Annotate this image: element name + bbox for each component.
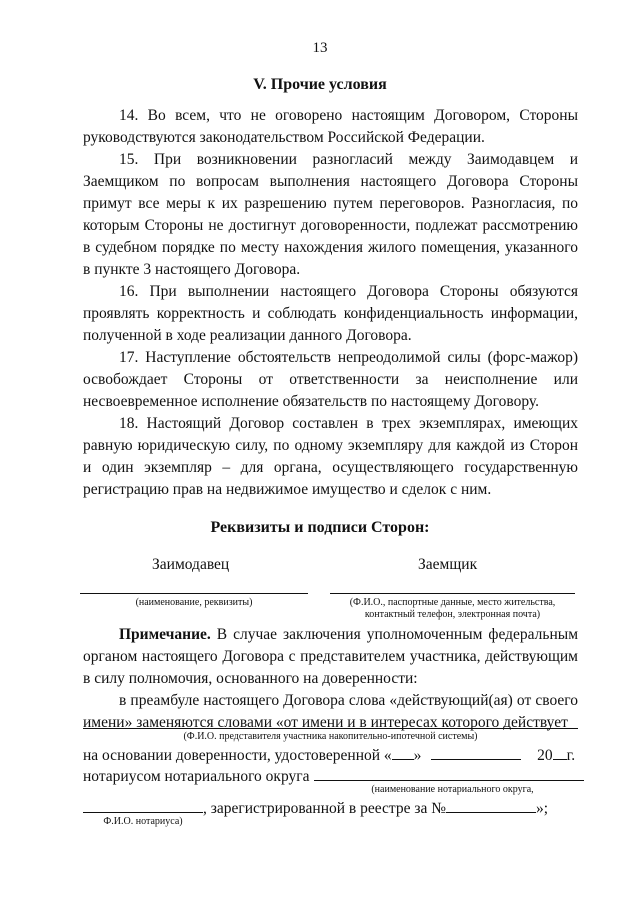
year-blank: [553, 745, 567, 760]
power-of-attorney-line: [83, 745, 575, 765]
lender-label: Заимодавец: [152, 556, 230, 573]
month-blank: [431, 745, 521, 760]
note-paragraph-2: в преамбуле настоящего Договора слова «действующий(ая) от своего имени» заменяются словами «от имени и в интересах которого действует: [83, 692, 578, 731]
notary-name-blank: [83, 798, 203, 813]
note-label: Примечание.: [119, 626, 211, 643]
registry-end: »;: [536, 800, 549, 817]
district-caption: (наименование нотариального округа,: [371, 784, 534, 795]
note-block: [83, 624, 578, 734]
representative-caption: (Ф.И.О. представителя участника накопительно-ипотечной системы): [183, 731, 478, 742]
borrower-signature-line: [330, 593, 575, 594]
section-title: V. Прочие условия: [253, 76, 387, 93]
district-blank: [314, 766, 584, 781]
clause-15: 15. При возникновении разногласий между Заимодавцем и Заемщиком по вопросам выполнения настоящего Договора Стороны примут все меры к их разрешению путем переговоров. Разногласия, по которым Стороны не достигнут договоренности, подлежат рассмотрению в судебном порядке по месту нахождения жилого помещения, указанного в пункте 3 настоящего Договора.: [83, 151, 578, 278]
representative-line: [83, 728, 578, 729]
registry-number-blank: [446, 798, 536, 813]
year-prefix: 20: [537, 747, 553, 764]
note-text: В случае заключения уполномоченным федеральным органом настоящего Договора с представителем участника, действующим в силу полномочия, основанного на доверенности:: [83, 626, 578, 687]
terms-body: [83, 105, 578, 501]
borrower-caption-2: контактный телефон, электронная почта): [364, 609, 541, 620]
page-number: 13: [312, 40, 328, 56]
borrower-label: Заемщик: [418, 556, 478, 573]
borrower-caption-1: (Ф.И.О., паспортные данные, место жительства,: [349, 597, 556, 608]
registry-line: [83, 798, 548, 818]
note-paragraph: [83, 624, 578, 690]
lender-signature-line: [80, 593, 308, 594]
district-text: нотариусом нотариального округа: [83, 768, 310, 785]
notary-district-line: [83, 766, 584, 786]
lender-caption: (наименование, реквизиты): [135, 597, 253, 608]
clause-17: 17. Наступление обстоятельств непреодолимой силы (форс-мажор) освобождает Стороны от ответственности за неисполнение или несвоевременное исполнение обязательств по настоящему Договору.: [83, 349, 578, 410]
notary-caption: Ф.И.О. нотариуса): [103, 816, 183, 827]
poa-quote: »: [413, 747, 422, 764]
clause-16: 16. При выполнении настоящего Договора Стороны обязуются проявлять корректность и соблюдать конфиденциальность информации, полученной в ходе реализации данного Договора.: [83, 283, 578, 344]
registry-text: , зарегистрированной в реестре за №: [203, 800, 447, 817]
requisites-title: Реквизиты и подписи Сторон:: [210, 519, 430, 536]
clause-14: 14. Во всем, что не оговорено настоящим Договором, Стороны руководствуются законодательством Российской Федерации.: [83, 107, 578, 146]
year-suffix: г.: [566, 747, 576, 764]
poa-text: на основании доверенности, удостоверенной «: [83, 747, 392, 764]
day-blank: [392, 745, 414, 760]
clause-18: 18. Настоящий Договор составлен в трех экземплярах, имеющих равную юридическую силу, по одному экземпляру для каждой из Сторон и один экземпляр – для органа, осуществляющего государственную регистрацию прав на недвижимое имущество и сделок с ним.: [83, 415, 578, 498]
